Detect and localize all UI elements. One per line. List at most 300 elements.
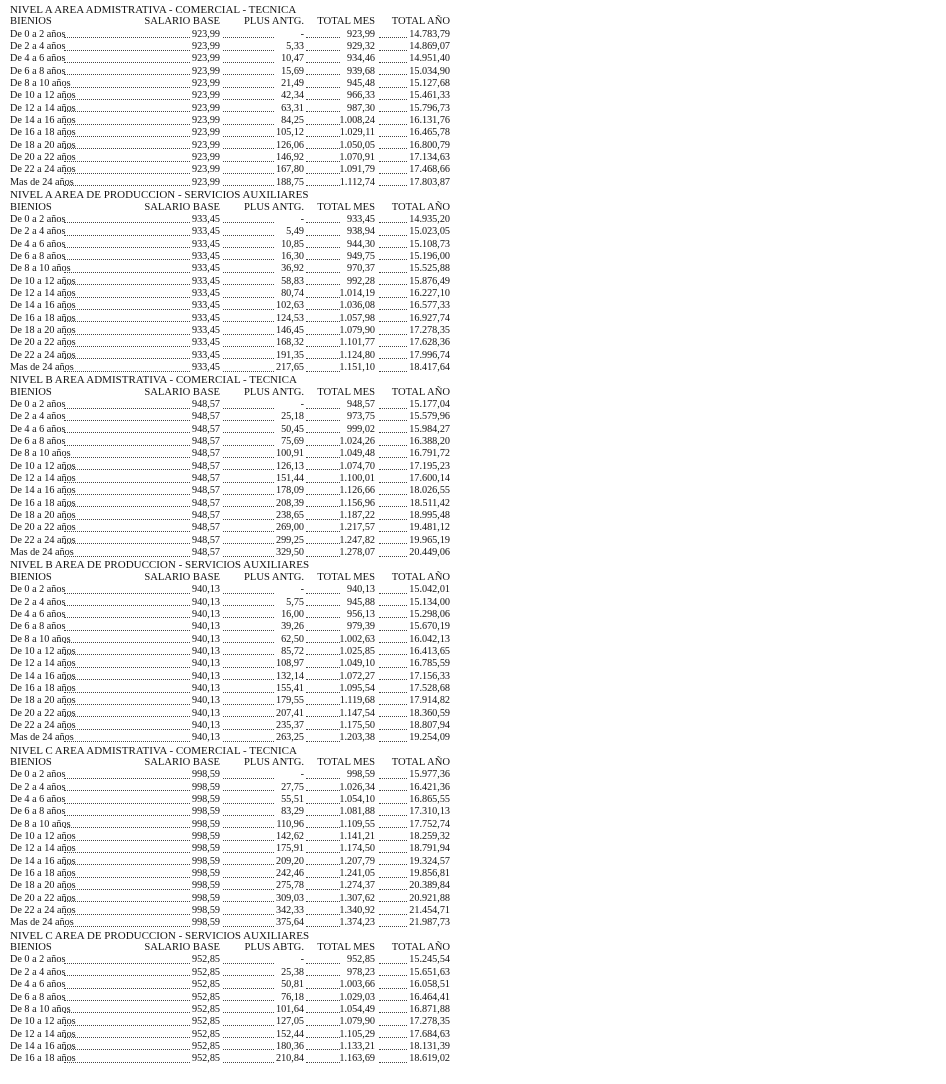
plus-antg-value: 124,53: [275, 312, 304, 324]
dot-leader: [379, 1025, 407, 1026]
table-row: [10, 967, 450, 979]
dot-leader: [379, 334, 407, 335]
dot-leader: [64, 519, 190, 520]
total-mes-value: 923,99: [346, 28, 375, 40]
plus-antg-value: 152,44: [275, 1028, 304, 1040]
plus-antg-value: 208,39: [275, 497, 304, 509]
table-row: [10, 325, 450, 337]
bienio-label: De 14 a 16 años: [10, 670, 76, 682]
salario-base-value: 933,45: [191, 238, 220, 250]
bienio-label: De 8 a 10 años: [10, 263, 71, 275]
total-ano-value: 16.227,10: [409, 287, 450, 299]
total-mes-value: 1.049,10: [339, 658, 375, 670]
salario-base-value: 948,57: [191, 448, 220, 460]
dot-leader: [64, 963, 190, 964]
dot-leader: [64, 482, 190, 483]
dot-leader: [223, 914, 274, 915]
dot-leader: [306, 988, 340, 989]
plus-antg-header: PLUS ANTG.: [243, 386, 304, 398]
dot-leader: [64, 988, 190, 989]
dot-leader: [64, 1012, 190, 1013]
bienio-label: De 4 a 6 años: [10, 794, 66, 805]
total-mes-value: 999,02: [346, 423, 375, 435]
dot-leader: [306, 605, 340, 606]
total-ano-value: 21.454,71: [409, 905, 450, 917]
dot-leader: [379, 531, 407, 532]
total-ano-value: 18.259,32: [409, 831, 450, 843]
total-mes-value: 1.241,05: [339, 868, 375, 880]
dot-leader: [64, 864, 190, 865]
plus-antg-value: 180,36: [275, 1040, 304, 1052]
plus-antg-value: 110,96: [276, 818, 304, 830]
total-mes-value: 1.105,29: [339, 1028, 375, 1040]
total-ano-value: 17.468,66: [409, 164, 450, 176]
total-ano-value: 16.577,33: [409, 300, 450, 312]
salario-base-value: 952,85: [191, 979, 220, 991]
dot-leader: [379, 914, 407, 915]
total-ano-header: TOTAL AÑO: [391, 386, 450, 398]
dot-leader: [223, 803, 274, 804]
dot-leader: [64, 371, 190, 372]
bienio-label: De 2 a 4 años: [10, 226, 66, 238]
table-row: [10, 905, 450, 917]
dot-leader: [64, 679, 190, 680]
plus-antg-header: PLUS ANTG.: [243, 756, 304, 768]
dot-leader: [223, 827, 274, 828]
dot-leader: [64, 124, 190, 125]
dot-leader: [306, 901, 340, 902]
dot-leader: [306, 124, 340, 125]
plus-antg-value: -: [300, 584, 304, 596]
dot-leader: [64, 1037, 190, 1038]
total-ano-value: 18.026,55: [409, 485, 450, 497]
bienio-label: De 12 a 14 años: [10, 102, 76, 114]
plus-antg-value: 146,92: [275, 152, 304, 164]
dot-leader: [223, 50, 274, 51]
salario-base-value: 940,13: [191, 633, 220, 645]
salario-base-value: 998,59: [191, 892, 220, 904]
table-row: [10, 917, 450, 929]
table-row: [10, 239, 450, 251]
plus-antg-value: 5,33: [286, 41, 304, 53]
dot-leader: [223, 605, 274, 606]
dot-leader: [379, 124, 407, 125]
dot-leader: [306, 654, 340, 655]
dot-leader: [306, 420, 340, 421]
dot-leader: [379, 259, 407, 260]
total-mes-value: 1.101,77: [339, 337, 375, 349]
dot-leader: [379, 272, 407, 273]
salario-base-value: 923,99: [191, 152, 220, 164]
salario-base-value: 933,45: [191, 226, 220, 238]
table-row: [10, 535, 450, 547]
plus-antg-value: 269,00: [275, 522, 304, 534]
bienio-label: Mas de 24 años: [10, 547, 74, 559]
dot-leader: [379, 840, 407, 841]
dot-leader: [306, 161, 340, 162]
dot-leader: [379, 494, 407, 495]
dot-leader: [379, 1000, 407, 1001]
dot-leader: [64, 235, 190, 236]
total-mes-value: 1.079,90: [339, 1016, 375, 1028]
dot-leader: [379, 408, 407, 409]
table-row: [10, 90, 450, 102]
total-ano-value: 15.196,00: [409, 250, 450, 262]
plus-antg-value: 25,38: [281, 966, 304, 978]
dot-leader: [64, 259, 190, 260]
bienio-label: De 8 a 10 años: [10, 448, 71, 460]
dot-leader: [306, 74, 340, 75]
total-ano-value: 17.195,23: [409, 460, 450, 472]
total-ano-value: 20.449,06: [409, 547, 450, 559]
total-ano-value: 16.465,78: [409, 127, 450, 139]
bienio-label: De 18 a 20 años: [10, 324, 76, 336]
total-ano-value: 17.310,13: [409, 806, 450, 818]
bienio-label: De 8 a 10 años: [10, 1003, 71, 1015]
total-mes-value: 1.374,23: [339, 917, 375, 929]
plus-antg-value: 126,06: [275, 139, 304, 151]
total-ano-value: 17.134,63: [409, 152, 450, 164]
dot-leader: [223, 1025, 274, 1026]
column-headers: [10, 16, 450, 28]
dot-leader: [223, 297, 274, 298]
dot-leader: [64, 494, 190, 495]
dot-leader: [306, 321, 340, 322]
table-row: [10, 769, 450, 781]
dot-leader: [306, 309, 340, 310]
bienio-label: De 22 a 24 años: [10, 719, 76, 731]
total-mes-value: 979,39: [346, 621, 375, 633]
dot-leader: [306, 790, 340, 791]
total-ano-value: 15.579,96: [409, 411, 450, 423]
salario-base-value: 933,45: [191, 361, 220, 373]
dot-leader: [64, 741, 190, 742]
bienio-label: De 20 a 22 años: [10, 892, 76, 904]
total-ano-value: 18.807,94: [409, 719, 450, 731]
salario-base-value: 923,99: [191, 78, 220, 90]
dot-leader: [306, 975, 340, 976]
table-row: [10, 597, 450, 609]
plus-antg-value: 42,34: [281, 90, 304, 102]
total-mes-header: TOTAL MES: [317, 942, 375, 954]
total-mes-value: 1.054,49: [339, 1003, 375, 1015]
total-ano-value: 15.461,33: [409, 90, 450, 102]
table-row: [10, 115, 450, 127]
plus-antg-value: 168,32: [275, 337, 304, 349]
dot-leader: [306, 173, 340, 174]
bienio-label: De 16 a 18 años: [10, 868, 76, 880]
salario-base-value: 933,45: [191, 213, 220, 225]
table-row: [10, 66, 450, 78]
total-mes-header: TOTAL MES: [317, 386, 375, 398]
total-mes-value: 1.109,55: [339, 818, 375, 830]
dot-leader: [379, 469, 407, 470]
total-mes-header: TOTAL MES: [317, 756, 375, 768]
plus-antg-value: 342,33: [275, 905, 304, 917]
dot-leader: [379, 37, 407, 38]
total-mes-value: 987,30: [346, 102, 375, 114]
table-row: [10, 992, 450, 1004]
dot-leader: [223, 445, 274, 446]
dot-leader: [306, 1062, 340, 1063]
plus-antg-value: 85,72: [281, 645, 304, 657]
total-ano-value: 15.108,73: [409, 238, 450, 250]
bienio-label: De 18 a 20 años: [10, 139, 76, 151]
dot-leader: [223, 173, 274, 174]
dot-leader: [379, 482, 407, 483]
table-row: [10, 177, 450, 189]
total-mes-value: 1.203,38: [339, 732, 375, 744]
section-title: NIVEL A AREA DE PRODUCCION - SERVICIOS AUXILIARES: [10, 189, 309, 202]
total-mes-value: 1.054,10: [339, 794, 375, 805]
dot-leader: [306, 469, 340, 470]
total-mes-value: 1.081,88: [339, 806, 375, 818]
table-row: [10, 831, 450, 843]
total-mes-value: 956,13: [346, 608, 375, 620]
dot-leader: [64, 420, 190, 421]
total-ano-value: 15.134,00: [409, 596, 450, 608]
plus-antg-value: 75,69: [281, 436, 304, 448]
salario-base-value: 923,99: [191, 139, 220, 151]
bienio-label: De 4 a 6 años: [10, 423, 66, 435]
dot-leader: [64, 803, 190, 804]
dot-leader: [306, 259, 340, 260]
total-ano-value: 19.324,57: [409, 855, 450, 867]
bienio-label: De 4 a 6 años: [10, 979, 66, 991]
bienio-label: De 0 a 2 años: [10, 399, 66, 410]
bienio-label: De 16 a 18 años: [10, 1053, 76, 1065]
dot-leader: [306, 272, 340, 273]
bienio-label: De 6 a 8 años: [10, 806, 66, 818]
dot-leader: [306, 716, 340, 717]
salario-base-value: 940,13: [191, 707, 220, 719]
plus-antg-value: 5,75: [286, 596, 304, 608]
salario-base-value: 933,45: [191, 349, 220, 361]
plus-antg-value: 178,09: [275, 485, 304, 497]
bienio-label: De 18 a 20 años: [10, 695, 76, 707]
dot-leader: [64, 99, 190, 100]
table-row: [10, 214, 450, 226]
plus-antg-header: PLUS ANTG.: [243, 16, 304, 28]
plus-antg-value: 142,62: [275, 831, 304, 843]
section-title: NIVEL C AREA DE PRODUCCION - SERVICIOS AUXILIARES: [10, 929, 310, 942]
table-row: [10, 424, 450, 436]
total-ano-value: 16.058,51: [409, 979, 450, 991]
dot-leader: [64, 62, 190, 63]
plus-antg-value: 191,35: [275, 349, 304, 361]
dot-leader: [306, 704, 340, 705]
dot-leader: [379, 556, 407, 557]
total-mes-value: 1.074,70: [339, 460, 375, 472]
dot-leader: [379, 1012, 407, 1013]
dot-leader: [306, 408, 340, 409]
salario-base-value: 998,59: [191, 794, 220, 805]
plus-antg-value: 127,05: [275, 1016, 304, 1028]
bienio-label: De 10 a 12 años: [10, 831, 76, 843]
total-ano-value: 18.995,48: [409, 510, 450, 522]
dot-leader: [379, 358, 407, 359]
table-row: [10, 609, 450, 621]
total-mes-value: 1.003,66: [339, 979, 375, 991]
salario-base-value: 948,57: [191, 460, 220, 472]
total-mes-value: 978,23: [346, 966, 375, 978]
bienio-label: De 10 a 12 años: [10, 645, 76, 657]
dot-leader: [379, 284, 407, 285]
total-mes-value: 1.095,54: [339, 682, 375, 694]
bienio-label: De 18 a 20 años: [10, 880, 76, 892]
table-row: [10, 399, 450, 411]
salario-base-value: 923,99: [191, 164, 220, 176]
bienio-label: De 0 a 2 años: [10, 769, 66, 781]
dot-leader: [223, 790, 274, 791]
salario-base-value: 948,57: [191, 473, 220, 485]
dot-leader: [306, 334, 340, 335]
total-ano-header: TOTAL AÑO: [391, 201, 450, 213]
salario-base-header: SALARIO BASE: [144, 201, 220, 213]
column-headers: [10, 572, 450, 584]
dot-leader: [379, 457, 407, 458]
dot-leader: [306, 87, 340, 88]
table-row: [10, 485, 450, 497]
dot-leader: [306, 346, 340, 347]
total-mes-value: 933,45: [346, 213, 375, 225]
bienio-label: De 12 a 14 años: [10, 1028, 76, 1040]
dot-leader: [379, 222, 407, 223]
plus-antg-value: 375,64: [275, 917, 304, 929]
total-ano-value: 19.965,19: [409, 534, 450, 546]
salario-base-value: 948,57: [191, 423, 220, 435]
total-ano-value: 15.651,63: [409, 966, 450, 978]
total-ano-value: 15.525,88: [409, 263, 450, 275]
total-mes-value: 1.002,63: [339, 633, 375, 645]
dot-leader: [64, 247, 190, 248]
bienio-label: De 10 a 12 años: [10, 90, 76, 102]
plus-antg-value: -: [300, 954, 304, 966]
dot-leader: [223, 148, 274, 149]
dot-leader: [223, 543, 274, 544]
table-row: [10, 695, 450, 707]
plus-antg-value: 309,03: [275, 892, 304, 904]
dot-leader: [64, 593, 190, 594]
table-row: [10, 584, 450, 596]
salario-base-value: 940,13: [191, 596, 220, 608]
section-title: NIVEL B AREA DE PRODUCCION - SERVICIOS AUXILIARES: [10, 559, 310, 572]
total-ano-value: 16.800,79: [409, 139, 450, 151]
total-ano-value: 15.023,05: [409, 226, 450, 238]
dot-leader: [64, 408, 190, 409]
salario-base-value: 948,57: [191, 522, 220, 534]
total-mes-value: 1.050,05: [339, 139, 375, 151]
dot-leader: [64, 173, 190, 174]
dot-leader: [379, 803, 407, 804]
dot-leader: [223, 1000, 274, 1001]
total-ano-value: 15.034,90: [409, 65, 450, 77]
table-row: [10, 288, 450, 300]
total-ano-value: 18.791,94: [409, 843, 450, 855]
dot-leader: [64, 1049, 190, 1050]
dot-leader: [379, 654, 407, 655]
dot-leader: [379, 519, 407, 520]
table-row: [10, 522, 450, 534]
dot-leader: [223, 778, 274, 779]
salario-base-header: SALARIO BASE: [144, 756, 220, 768]
bienio-label: De 18 a 20 años: [10, 510, 76, 522]
table-row: [10, 819, 450, 831]
dot-leader: [64, 630, 190, 631]
dot-leader: [64, 692, 190, 693]
table-row: [10, 411, 450, 423]
salario-base-value: 940,13: [191, 670, 220, 682]
total-mes-value: 1.025,85: [339, 645, 375, 657]
dot-leader: [306, 284, 340, 285]
dot-leader: [223, 617, 274, 618]
dot-leader: [223, 716, 274, 717]
dot-leader: [223, 926, 274, 927]
salario-base-value: 940,13: [191, 719, 220, 731]
salario-base-value: 948,57: [191, 485, 220, 497]
dot-leader: [306, 815, 340, 816]
dot-leader: [64, 445, 190, 446]
dot-leader: [306, 741, 340, 742]
dot-leader: [379, 371, 407, 372]
total-mes-value: 1.079,90: [339, 324, 375, 336]
total-ano-value: 15.670,19: [409, 621, 450, 633]
total-mes-value: 998,59: [346, 769, 375, 781]
salario-base-value: 952,85: [191, 966, 220, 978]
total-mes-value: 1.119,68: [339, 695, 375, 707]
total-mes-value: 1.307,62: [339, 892, 375, 904]
salario-base-value: 923,99: [191, 102, 220, 114]
salario-base-value: 952,85: [191, 1016, 220, 1028]
section-title: NIVEL C AREA ADMISTRATIVA - COMERCIAL - TECNICA: [10, 744, 297, 757]
salario-base-value: 952,85: [191, 954, 220, 966]
total-mes-value: 1.072,27: [339, 670, 375, 682]
salario-base-header: SALARIO BASE: [144, 386, 220, 398]
dot-leader: [223, 741, 274, 742]
total-mes-value: 952,85: [346, 954, 375, 966]
bienio-label: De 12 a 14 años: [10, 658, 76, 670]
salario-base-value: 940,13: [191, 682, 220, 694]
total-ano-value: 17.752,74: [409, 818, 450, 830]
total-ano-value: 15.245,54: [409, 954, 450, 966]
plus-antg-value: 16,00: [281, 608, 304, 620]
dot-leader: [379, 247, 407, 248]
dot-leader: [379, 729, 407, 730]
table-row: [10, 448, 450, 460]
table-row: [10, 498, 450, 510]
dot-leader: [379, 988, 407, 989]
total-mes-value: 948,57: [346, 399, 375, 410]
plus-antg-value: -: [300, 769, 304, 781]
table-row: [10, 337, 450, 349]
dot-leader: [223, 136, 274, 137]
dot-leader: [64, 556, 190, 557]
dot-leader: [379, 605, 407, 606]
dot-leader: [306, 963, 340, 964]
plus-antg-value: 27,75: [281, 781, 304, 793]
table-row: [10, 263, 450, 275]
total-ano-value: 16.421,36: [409, 781, 450, 793]
dot-leader: [379, 235, 407, 236]
plus-antg-value: 132,14: [275, 670, 304, 682]
dot-leader: [379, 99, 407, 100]
dot-leader: [379, 679, 407, 680]
salario-base-value: 933,45: [191, 337, 220, 349]
dot-leader: [223, 482, 274, 483]
plus-antg-header: PLUS ANTG.: [243, 571, 304, 583]
dot-leader: [223, 346, 274, 347]
dot-leader: [306, 864, 340, 865]
